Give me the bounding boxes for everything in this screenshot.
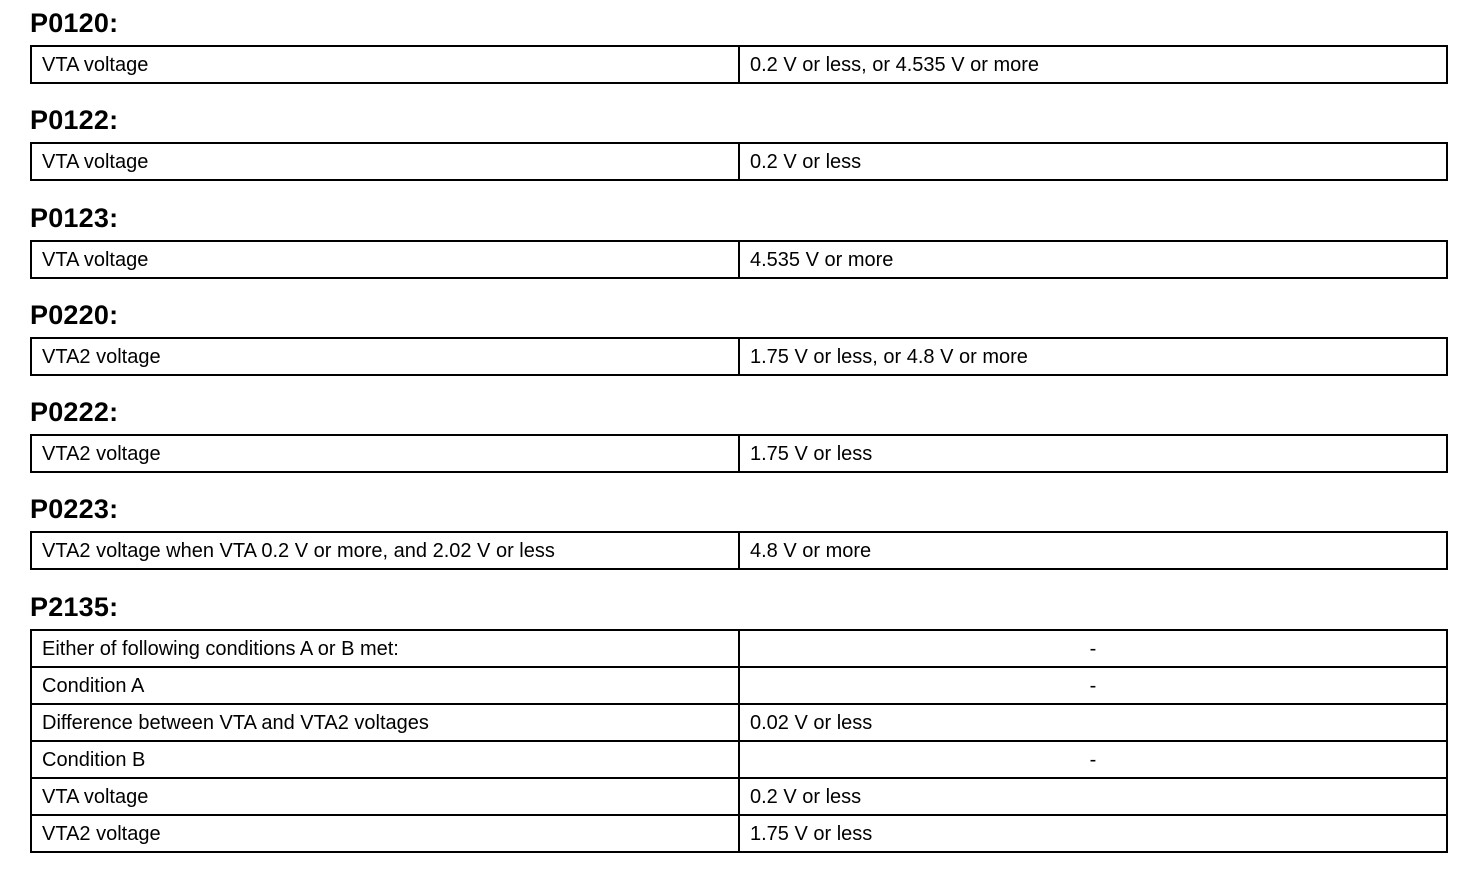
condition-item: Condition B: [31, 741, 739, 778]
condition-item: VTA voltage: [31, 143, 739, 180]
condition-value: 0.2 V or less: [739, 778, 1447, 815]
table-row: [31, 704, 1447, 741]
dtc-code-heading: P0123:: [30, 203, 119, 233]
condition-value: 0.2 V or less: [739, 143, 1447, 180]
condition-item: VTA2 voltage: [31, 338, 739, 375]
condition-value: 0.02 V or less: [739, 704, 1447, 741]
condition-table: [30, 337, 1448, 376]
condition-item: VTA voltage: [31, 241, 739, 278]
dtc-code-heading: P0223:: [30, 494, 119, 524]
condition-item: VTA voltage: [31, 46, 739, 83]
condition-table: [30, 434, 1448, 473]
condition-table: [30, 45, 1448, 84]
condition-table: [30, 531, 1448, 570]
table-row: [31, 241, 1447, 278]
table-row: [31, 630, 1447, 667]
table-row: [31, 667, 1447, 704]
condition-item: Either of following conditions A or B met:: [31, 630, 739, 667]
condition-table: [30, 142, 1448, 181]
dtc-code-heading: P0120:: [30, 8, 119, 38]
table-row: [31, 46, 1447, 83]
table-row: [31, 741, 1447, 778]
condition-value: -: [739, 667, 1447, 704]
condition-item: Condition A: [31, 667, 739, 704]
condition-value: 4.535 V or more: [739, 241, 1447, 278]
condition-value: 0.2 V or less, or 4.535 V or more: [739, 46, 1447, 83]
condition-item: VTA2 voltage: [31, 815, 739, 852]
table-row: [31, 143, 1447, 180]
table-row: [31, 435, 1447, 472]
condition-item: Difference between VTA and VTA2 voltages: [31, 704, 739, 741]
condition-item: VTA2 voltage: [31, 435, 739, 472]
table-row: [31, 778, 1447, 815]
table-row: [31, 532, 1447, 569]
condition-table: [30, 240, 1448, 279]
table-row: [31, 815, 1447, 852]
condition-value: 1.75 V or less: [739, 815, 1447, 852]
condition-item: VTA voltage: [31, 778, 739, 815]
condition-item: VTA2 voltage when VTA 0.2 V or more, and 2.02 V or less: [31, 532, 739, 569]
condition-value: -: [739, 630, 1447, 667]
condition-value: -: [739, 741, 1447, 778]
dtc-code-heading: P0222:: [30, 397, 119, 427]
table-row: [31, 338, 1447, 375]
dtc-code-heading: P0220:: [30, 300, 119, 330]
condition-value: 1.75 V or less, or 4.8 V or more: [739, 338, 1447, 375]
condition-table: [30, 629, 1448, 853]
dtc-code-heading: P2135:: [30, 592, 119, 622]
condition-value: 1.75 V or less: [739, 435, 1447, 472]
dtc-code-heading: P0122:: [30, 105, 119, 135]
condition-value: 4.8 V or more: [739, 532, 1447, 569]
